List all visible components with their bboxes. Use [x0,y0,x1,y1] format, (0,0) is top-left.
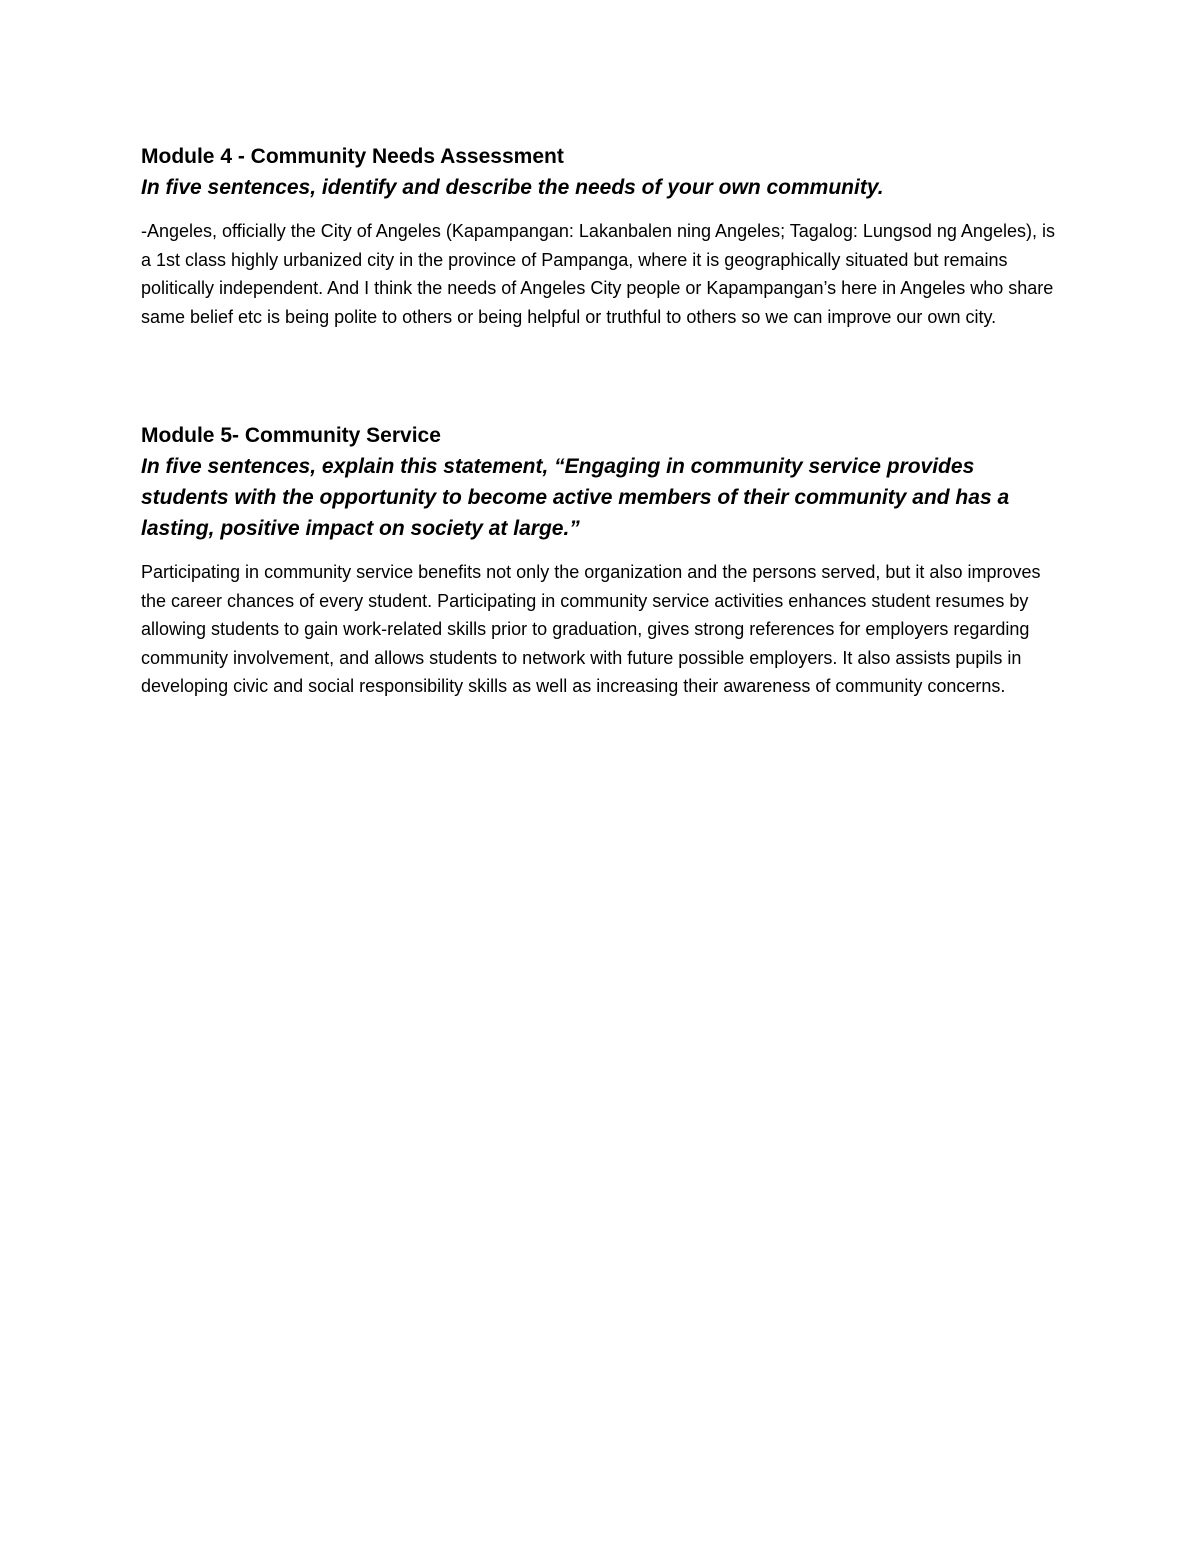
module-5-prompt: In five sentences, explain this statement, “Engaging in community service provides students with the opportunity to become active members of their community and has a lasting, positive impact on society at large.” [141,455,1010,540]
module-4-answer: -Angeles, officially the City of Angeles (Kapampangan: Lakanbalen ning Angeles; Tagalog: Lungsod ng Angeles), is a 1st class highly urbanized city in the province of Pampanga, where it is geographically situated but remains politically independent. And I think the needs of Angeles City people or Kapampangan’s here in Angeles who share same belief etc is being polite to others or being helpful or truthful to others so we can improve our own city. [141,221,1055,327]
module-4-prompt: In five sentences, identify and describe the needs of your own community. [141,176,884,199]
module-5-section [141,421,1061,701]
module-4-section [141,142,1061,331]
module-5-title: Module 5- Community Service [141,424,441,447]
module-4-title: Module 4 - Community Needs Assessment [141,145,564,168]
module-5-answer: Participating in community service benefits not only the organization and the persons served, but it also improves the career chances of every student. Participating in community service activities enhances student resumes by allowing students to gain work-related skills prior to graduation, gives strong references for employers regarding community involvement, and allows students to network with future possible employers. It also assists pupils in developing civic and social responsibility skills as well as increasing their awareness of community concerns. [141,562,1041,696]
